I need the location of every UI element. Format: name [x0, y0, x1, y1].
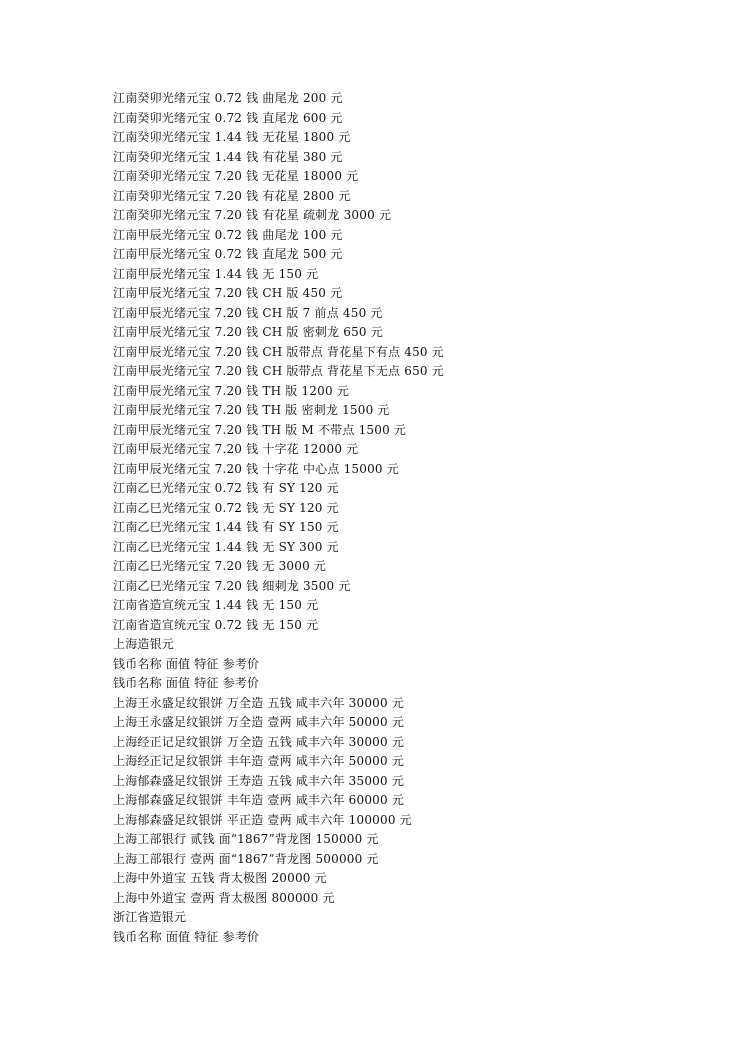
- text-line: 钱币名称 面值 特征 参考价: [113, 656, 260, 671]
- text-line: 上海中外道宝 五钱 背太极图 20000 元: [113, 871, 327, 885]
- text-line: 江南省造宣统元宝 1.44 钱 无 150 元: [113, 598, 319, 612]
- text-line: 江南癸卯光绪元宝 0.72 钱 直尾龙 600 元: [113, 110, 343, 125]
- text-line: 江南甲辰光绪元宝 7.20 钱 TH 版 M 不带点 1500 元: [113, 422, 407, 437]
- text-line: 江南癸卯光绪元宝 1.44 钱 有花星 380 元: [113, 149, 343, 164]
- text-line: 上海郁森盛足纹银饼 平正造 壹两 咸丰六年 100000 元: [113, 812, 412, 827]
- text-line: 上海王永盛足纹银饼 万全造 五钱 咸丰六年 30000 元: [113, 695, 405, 710]
- text-line: 江南省造宣统元宝 0.72 钱 无 150 元: [113, 617, 319, 632]
- text-line: 上海工部银行 壹两 面“1867”背龙图 500000 元: [113, 851, 379, 866]
- text-line: 江南乙巳光绪元宝 1.44 钱 无 SY 300 元: [113, 539, 339, 554]
- text-line: 江南甲辰光绪元宝 7.20 钱 CH 版带点 背花星下无点 650 元: [113, 364, 444, 378]
- text-line: 江南甲辰光绪元宝 0.72 钱 曲尾龙 100 元: [113, 227, 343, 242]
- text-line: 浙江省造银元: [113, 910, 187, 924]
- text-line: 江南甲辰光绪元宝 1.44 钱 无 150 元: [113, 266, 319, 281]
- text-line: 江南甲辰光绪元宝 7.20 钱 十字花 12000 元: [113, 442, 359, 456]
- text-line: 江南乙巳光绪元宝 0.72 钱 无 SY 120 元: [113, 500, 339, 515]
- text-line: 江南甲辰光绪元宝 7.20 钱 CH 版 7 前点 450 元: [113, 305, 383, 320]
- text-line: 上海郁森盛足纹银饼 王寿造 五钱 咸丰六年 35000 元: [113, 773, 405, 788]
- text-line: 江南甲辰光绪元宝 0.72 钱 直尾龙 500 元: [113, 247, 343, 261]
- text-line: 上海造银元: [113, 637, 175, 651]
- text-line: 上海郁森盛足纹银饼 丰年造 壹两 咸丰六年 60000 元: [113, 793, 405, 807]
- text-line: 江南甲辰光绪元宝 7.20 钱 TH 版 密刺龙 1500 元: [113, 403, 390, 417]
- text-line: 上海王永盛足纹银饼 万全造 壹两 咸丰六年 50000 元: [113, 715, 405, 729]
- text-line: 江南癸卯光绪元宝 1.44 钱 无花星 1800 元: [113, 130, 351, 144]
- text-line: 江南乙巳光绪元宝 7.20 钱 细刺龙 3500 元: [113, 578, 351, 593]
- text-line: 江南甲辰光绪元宝 7.20 钱 CH 版带点 背花星下有点 450 元: [113, 344, 444, 359]
- text-line: 上海经正记足纹银饼 丰年造 壹两 咸丰六年 50000 元: [113, 754, 405, 768]
- text-line: 江南乙巳光绪元宝 1.44 钱 有 SY 150 元: [113, 520, 339, 534]
- text-line: 上海经正记足纹银饼 万全造 五钱 咸丰六年 30000 元: [113, 734, 405, 749]
- coin-price-list: [113, 89, 713, 947]
- text-line: 上海工部银行 贰钱 面“1867”背龙图 150000 元: [113, 832, 379, 846]
- text-line: 江南甲辰光绪元宝 7.20 钱 CH 版 450 元: [113, 286, 343, 300]
- text-line: 江南甲辰光绪元宝 7.20 钱 十字花 中心点 15000 元: [113, 461, 399, 476]
- text-line: 江南癸卯光绪元宝 7.20 钱 有花星 2800 元: [113, 188, 351, 203]
- text-line: 上海中外道宝 壹两 背太极图 800000 元: [113, 890, 335, 905]
- text-line: 江南癸卯光绪元宝 0.72 钱 曲尾龙 200 元: [113, 91, 343, 105]
- text-line: 江南癸卯光绪元宝 7.20 钱 无花星 18000 元: [113, 169, 359, 183]
- text-line: 江南甲辰光绪元宝 7.20 钱 TH 版 1200 元: [113, 383, 350, 398]
- text-line: 钱币名称 面值 特征 参考价: [113, 929, 260, 944]
- text-line: 江南癸卯光绪元宝 7.20 钱 有花星 疏刺龙 3000 元: [113, 208, 392, 222]
- text-line: 钱币名称 面值 特征 参考价: [113, 676, 260, 690]
- text-line: 江南乙巳光绪元宝 0.72 钱 有 SY 120 元: [113, 481, 339, 495]
- text-line: 江南甲辰光绪元宝 7.20 钱 CH 版 密刺龙 650 元: [113, 325, 383, 339]
- text-line: 江南乙巳光绪元宝 7.20 钱 无 3000 元: [113, 559, 327, 573]
